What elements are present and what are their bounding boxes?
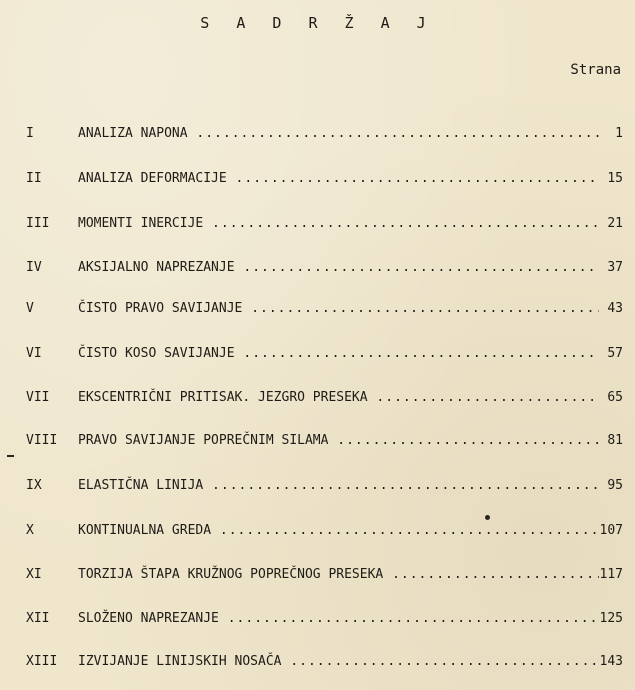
chapter-title: ELASTIČNA LINIJA ..... xyxy=(78,474,599,498)
ink-spot xyxy=(485,515,490,520)
chapter-title: ČISTO KOSO SAVIJANJE ..... xyxy=(78,342,599,366)
toc-entry xyxy=(0,474,635,498)
chapter-number: I xyxy=(26,126,34,141)
chapter-number: V xyxy=(26,301,34,316)
toc-entry xyxy=(0,122,635,146)
toc-entry xyxy=(0,650,635,674)
chapter-page: 1 xyxy=(615,126,623,141)
chapter-page: 117 xyxy=(599,567,623,582)
chapter-page: 125 xyxy=(599,611,623,626)
page-column-header: Strana xyxy=(570,62,621,78)
chapter-page: 81 xyxy=(607,433,623,448)
toc-entry xyxy=(0,386,635,410)
chapter-page: 57 xyxy=(607,346,623,361)
chapter-page: 65 xyxy=(607,390,623,405)
chapter-number: X xyxy=(26,523,34,538)
chapter-title: ANALIZA NAPONA ..... xyxy=(78,122,599,146)
chapter-number: VI xyxy=(26,346,42,361)
chapter-number: IV xyxy=(26,260,42,275)
chapter-page: 21 xyxy=(607,216,623,231)
chapter-title: ANALIZA DEFORMACIJE ..... xyxy=(78,167,599,191)
chapter-title: TORZIJA ŠTAPA KRUŽNOG POPREČNOG PRESEKA ..... xyxy=(78,563,599,587)
chapter-number: VII xyxy=(26,390,50,405)
toc-entry xyxy=(0,342,635,366)
chapter-title: KONTINUALNA GREDA ..... xyxy=(78,519,599,543)
chapter-title: EKSCENTRIČNI PRITISAK. JEZGRO PRESEKA ..... xyxy=(78,386,599,410)
chapter-page: 95 xyxy=(607,478,623,493)
chapter-number: III xyxy=(26,216,50,231)
chapter-number: XII xyxy=(26,611,50,626)
chapter-number: XI xyxy=(26,567,42,582)
chapter-page: 15 xyxy=(607,171,623,186)
chapter-title: ČISTO PRAVO SAVIJANJE ..... xyxy=(78,297,599,321)
toc-entry xyxy=(0,167,635,191)
toc-entry xyxy=(0,607,635,631)
margin-mark xyxy=(7,455,14,457)
chapter-number: IX xyxy=(26,478,42,493)
chapter-number: II xyxy=(26,171,42,186)
chapter-title: SLOŽENO NAPREZANJE ..... xyxy=(78,607,599,631)
toc-entry xyxy=(0,563,635,587)
toc-entry xyxy=(0,429,635,453)
chapter-page: 43 xyxy=(607,301,623,316)
chapter-title: PRAVO SAVIJANJE POPREČNIM SILAMA ..... xyxy=(78,429,599,453)
toc-entry xyxy=(0,256,635,280)
chapter-page: 143 xyxy=(599,654,623,669)
chapter-number: VIII xyxy=(26,433,58,448)
chapter-title: IZVIJANJE LINIJSKIH NOSAČA ..... xyxy=(78,650,599,674)
toc-entry xyxy=(0,519,635,543)
toc-entry xyxy=(0,297,635,321)
chapter-title: MOMENTI INERCIJE ..... xyxy=(78,212,599,236)
chapter-page: 37 xyxy=(607,260,623,275)
toc-entry xyxy=(0,212,635,236)
chapter-page: 107 xyxy=(599,523,623,538)
chapter-number: XIII xyxy=(26,654,58,669)
chapter-title: AKSIJALNO NAPREZANJE ..... xyxy=(78,256,599,280)
toc-title: S A D R Ž A J xyxy=(200,14,435,32)
